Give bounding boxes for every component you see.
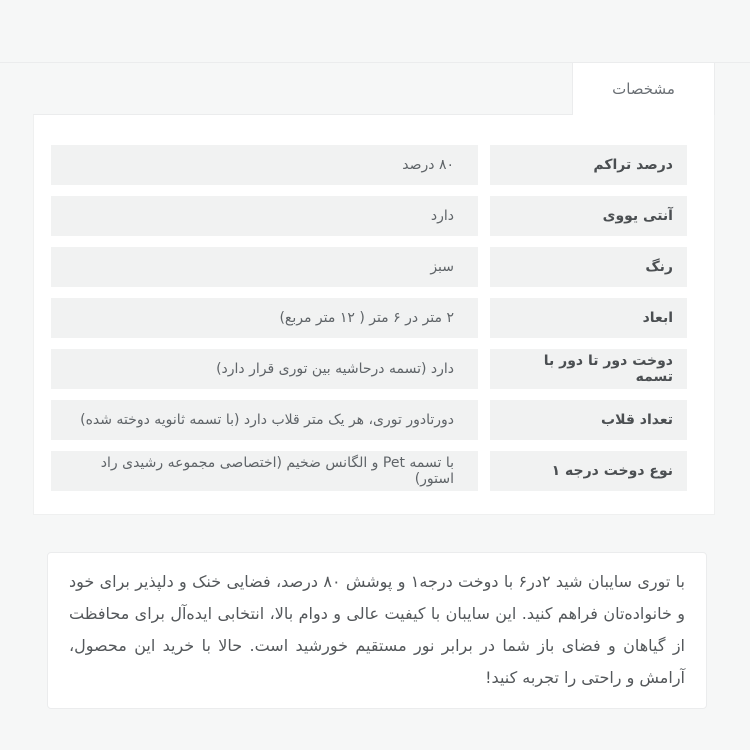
spec-value-cell: دارد — [51, 196, 478, 236]
spec-label-cell: آنتی یووی — [490, 196, 687, 236]
spec-label-cell: ابعاد — [490, 298, 687, 338]
spec-row — [51, 145, 687, 185]
spec-label-cell: تعداد قلاب — [490, 400, 687, 440]
spec-label-cell: درصد تراکم — [490, 145, 687, 185]
spec-row — [51, 298, 687, 338]
spec-row — [51, 349, 687, 389]
spec-value-cell: ۸۰ درصد — [51, 145, 478, 185]
spec-value-cell: ۲ متر در ۶ متر ( ۱۲ متر مربع) — [51, 298, 478, 338]
tab-specifications[interactable] — [572, 62, 715, 115]
spec-row — [51, 196, 687, 236]
spec-row — [51, 247, 687, 287]
spec-row — [51, 400, 687, 440]
spec-value-cell: با تسمه Pet و الگانس ضخیم (اختصاصی مجموعه رشیدی راد استور) — [51, 451, 478, 491]
tab-specifications-label: مشخصات — [612, 80, 675, 98]
product-description: با توری سایبان شید ۲در۶ با دوخت درجه۱ و پوشش ۸۰ درصد، فضایی خنک و دلپذیر برای خود و خانواده‌تان فراهم کنید. این سایبان با کیفیت عالی و دوام بالا، انتخابی ایده‌آل برای محافظت از گیاهان و فضای باز شما در برابر نور مستقیم خورشید است. حالا با خرید این محصول، آرامش و راحتی را تجربه کنید! — [69, 572, 686, 687]
spec-label-cell: دوخت دور تا دور با تسمه — [490, 349, 687, 389]
description-panel — [47, 552, 707, 709]
spec-label-cell: نوع دوخت درجه ۱ — [490, 451, 687, 491]
spec-value-cell: دورتادور توری، هر یک متر قلاب دارد (با تسمه ثانویه دوخته شده) — [51, 400, 478, 440]
specifications-panel — [33, 114, 715, 515]
spec-row — [51, 451, 687, 491]
spec-value-cell: سبز — [51, 247, 478, 287]
spec-label-cell: رنگ — [490, 247, 687, 287]
spec-value-cell: دارد (تسمه درحاشیه بین توری قرار دارد) — [51, 349, 478, 389]
spec-table — [51, 145, 687, 491]
